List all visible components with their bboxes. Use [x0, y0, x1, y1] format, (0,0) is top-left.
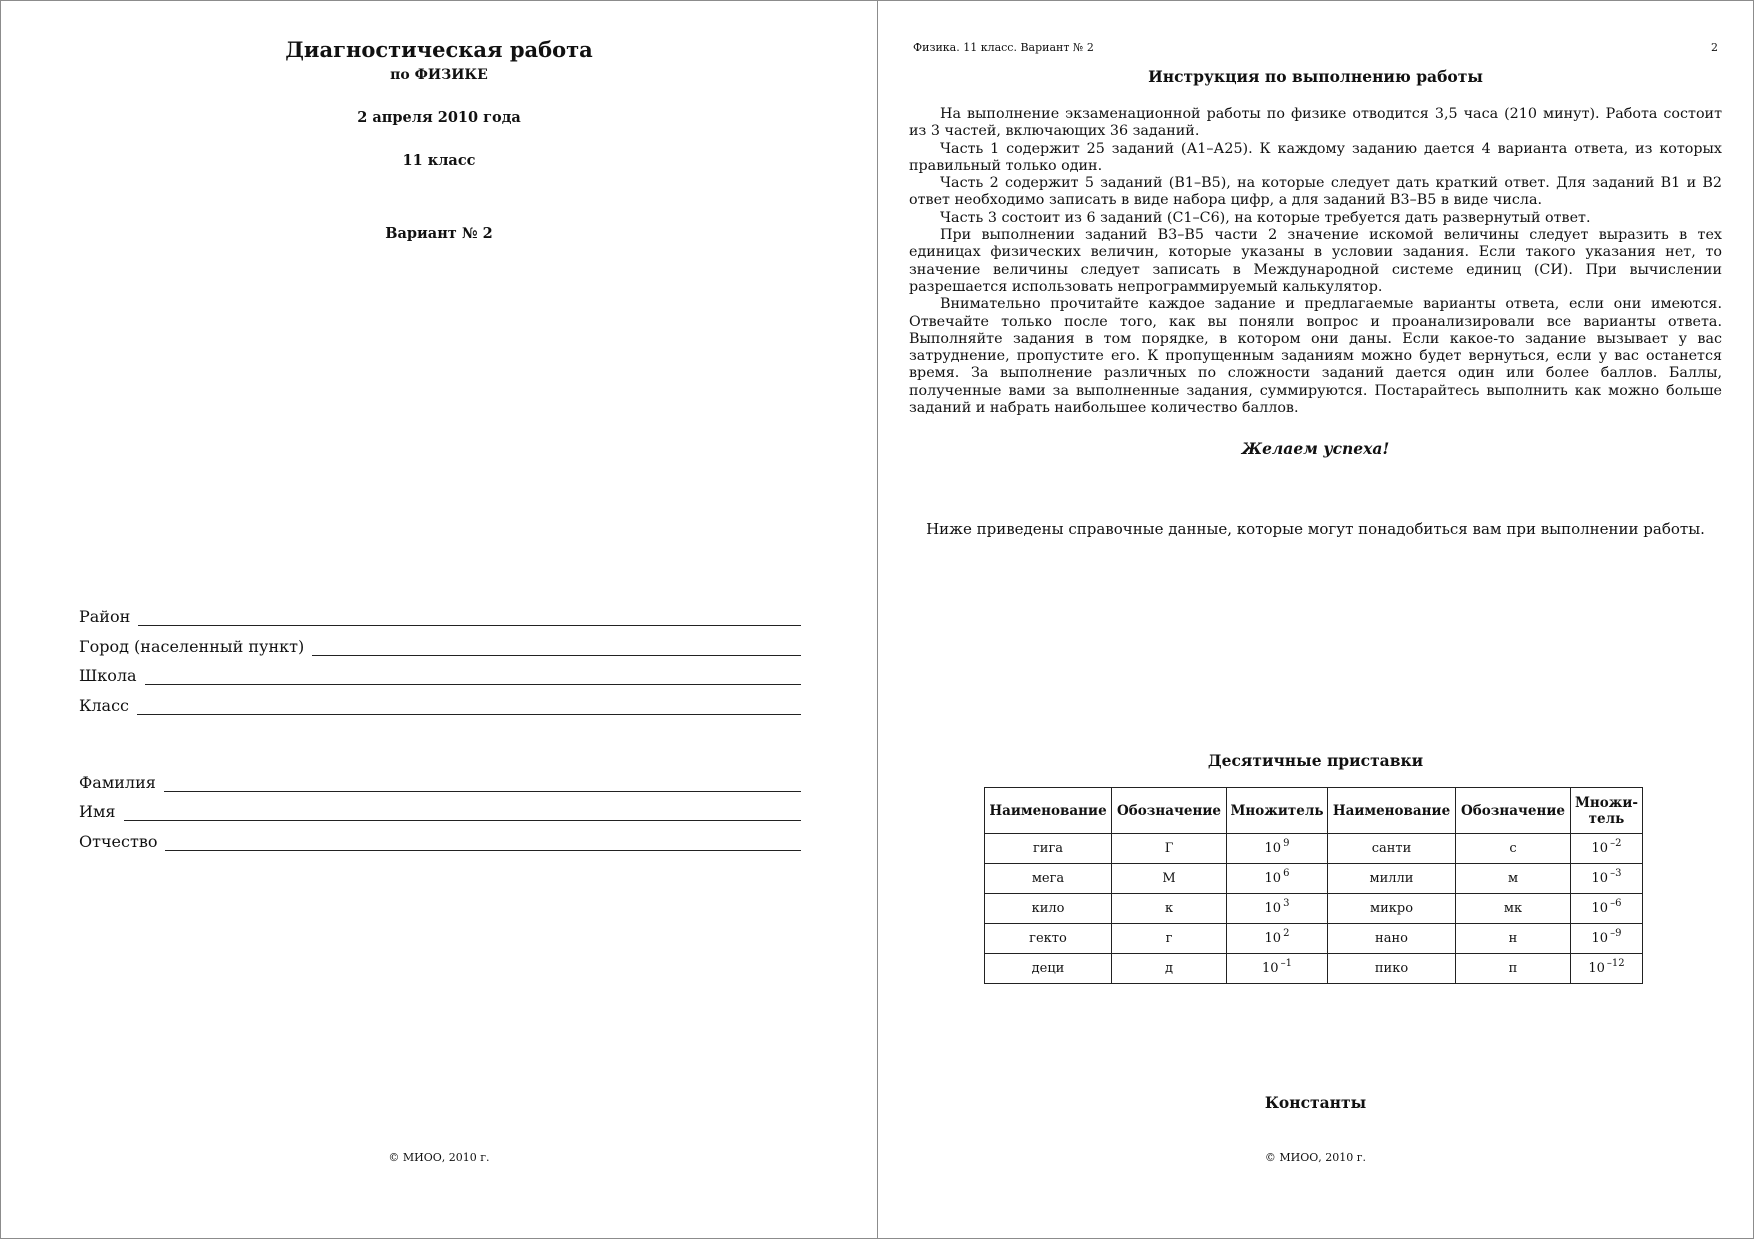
table-row — [985, 954, 1643, 984]
subject-line: по ФИЗИКЕ — [390, 67, 488, 83]
paragraph: При выполнении заданий В3–В5 части 2 значение искомой величины следует выразить в тех единицах физических величин, которые указаны в условии задания. Если такого указания нет, то значение величины следует записать в Международной системе единиц (СИ). При вычислении разрешается использовать непрограммируемый калькулятор. — [909, 227, 1722, 295]
exponent: –3 — [1610, 868, 1622, 879]
table-title: Десятичные приставки — [1207, 751, 1424, 770]
field-surname — [79, 768, 801, 792]
table-cell — [1328, 954, 1456, 984]
table-cell — [1571, 864, 1643, 894]
table-cell — [1456, 894, 1571, 924]
table-cell — [1328, 864, 1456, 894]
table-cell — [1227, 894, 1328, 924]
cell-value: М — [1162, 871, 1176, 886]
table-cell — [1328, 894, 1456, 924]
field-district-line — [138, 605, 801, 626]
copyright-left: © МИОО, 2010 г. — [388, 1151, 490, 1164]
table-cell — [1112, 954, 1227, 984]
constants-title: Константы — [1264, 1093, 1367, 1112]
field-city-label: Город (населенный пункт) — [79, 637, 305, 656]
exponent: –1 — [1280, 958, 1292, 969]
column-header: Множи-тель — [1571, 788, 1643, 834]
cell-value: мк — [1503, 901, 1523, 916]
table-cell — [1227, 834, 1328, 864]
table-cell — [1456, 834, 1571, 864]
instructions-page — [878, 1, 1753, 1238]
paragraph: Часть 2 содержит 5 заданий (В1–В5), на которые следует дать краткий ответ. Для заданий В1 и В2 ответ необходимо записать в виде набора цифр, а для заданий В3–В5 в виде числа. — [909, 175, 1722, 209]
table-cell — [985, 954, 1112, 984]
exponent: 6 — [1283, 868, 1290, 879]
table-cell — [1112, 924, 1227, 954]
table-cell — [1571, 894, 1643, 924]
cell-value: кило — [1031, 901, 1065, 916]
table-row — [985, 924, 1643, 954]
document-title: Диагностическая работа — [285, 37, 593, 62]
field-surname-label: Фамилия — [79, 773, 156, 792]
field-school-line — [145, 664, 801, 685]
column-header: Обозначение — [1112, 788, 1227, 834]
field-surname-line — [164, 771, 801, 792]
instructions-body — [909, 106, 1722, 417]
cell-value: микро — [1369, 901, 1414, 916]
table-cell — [985, 864, 1112, 894]
cell-value: 10 — [1591, 871, 1609, 886]
table-body — [985, 834, 1643, 984]
exponent: –9 — [1610, 928, 1622, 939]
cell-value: 10 — [1264, 871, 1282, 886]
field-patronymic-line — [165, 830, 801, 851]
decimal-prefix-table — [984, 787, 1643, 984]
cell-value: 10 — [1262, 961, 1279, 976]
cell-value: 10 — [1264, 901, 1282, 916]
column-header: Наименование — [985, 788, 1112, 834]
cell-value: деци — [1031, 961, 1065, 976]
table-cell — [1112, 864, 1227, 894]
table-row — [985, 864, 1643, 894]
table-cell — [1328, 834, 1456, 864]
cell-value: санти — [1371, 841, 1412, 856]
table-cell — [1571, 924, 1643, 954]
copyright-right: © МИОО, 2010 г. — [1264, 1151, 1367, 1164]
table-cell — [1227, 864, 1328, 894]
title-page — [1, 1, 878, 1238]
cell-value: 10 — [1264, 841, 1282, 856]
field-school-label: Школа — [79, 666, 137, 685]
table-cell — [985, 834, 1112, 864]
exponent: 2 — [1283, 928, 1290, 939]
cell-value: с — [1509, 841, 1517, 856]
table-row — [985, 834, 1643, 864]
page-number: 2 — [1711, 41, 1718, 54]
cell-value: милли — [1369, 871, 1414, 886]
table-cell — [1456, 954, 1571, 984]
paragraph: Часть 1 содержит 25 заданий (А1–А25). К каждому заданию дается 4 варианта ответа, из которых правильный только один. — [909, 140, 1722, 174]
exponent: –12 — [1606, 958, 1625, 969]
paragraph: Внимательно прочитайте каждое задание и предлагаемые варианты ответа, если они имеются. Отвечайте только после того, как вы поняли вопрос и проанализировали все варианты ответа. Выполняйте задания в том порядке, в котором они даны. Если какое-то задание вызывает у вас затруднение, пропустите его. К пропущенным заданиям можно будет вернуться, если у вас останется время. За выполнение различных по сложности заданий дается один или более баллов. Баллы, полученные вами за выполненные задания, суммируются. Постарайтесь выполнить как можно больше заданий и набрать наибольшее количество баллов. — [909, 296, 1722, 417]
table-cell — [1571, 834, 1643, 864]
running-header: Физика. 11 класс. Вариант № 2 — [913, 41, 1094, 54]
table-cell — [985, 924, 1112, 954]
column-header: Множитель — [1227, 788, 1328, 834]
field-district — [79, 602, 801, 626]
column-header: Обозначение — [1456, 788, 1571, 834]
cell-value: 10 — [1591, 931, 1609, 946]
exponent: 3 — [1283, 898, 1290, 909]
table-cell — [1112, 834, 1227, 864]
grade-line: 11 класс — [402, 152, 476, 169]
field-name — [79, 797, 801, 821]
table-cell — [1456, 924, 1571, 954]
cell-value: к — [1164, 901, 1174, 916]
field-class-line — [137, 694, 801, 715]
field-name-label: Имя — [79, 802, 116, 821]
cell-value: гекто — [1029, 931, 1067, 946]
cell-value: нано — [1375, 931, 1408, 946]
paragraph: На выполнение экзаменационной работы по физике отводится 3,5 часа (210 минут). Работа состоит из 3 частей, включающих 36 заданий. — [909, 106, 1722, 140]
exponent: –6 — [1610, 898, 1622, 909]
date-line: 2 апреля 2010 года — [357, 109, 521, 126]
cell-value: гига — [1032, 841, 1064, 856]
table-cell — [1227, 954, 1328, 984]
paragraph: Часть 3 состоит из 6 заданий (С1–С6), на которые требуется дать развернутый ответ. — [940, 209, 1591, 226]
variant-line: Вариант № 2 — [385, 225, 493, 242]
field-patronymic-label: Отчество — [79, 832, 158, 851]
cell-value: д — [1164, 961, 1173, 976]
field-class — [79, 691, 801, 715]
column-header: Наименование — [1328, 788, 1456, 834]
table-cell — [1456, 864, 1571, 894]
table-cell — [985, 894, 1112, 924]
instructions-title: Инструкция по выполнению работы — [1148, 67, 1483, 86]
cell-value: пико — [1374, 961, 1409, 976]
exponent: 9 — [1283, 838, 1290, 849]
cell-value: 10 — [1591, 901, 1609, 916]
field-school — [79, 661, 801, 685]
cell-value: 10 — [1591, 841, 1609, 856]
field-class-label: Класс — [79, 696, 130, 715]
cell-value: 10 — [1264, 931, 1282, 946]
wish-text: Желаем успеха! — [1241, 439, 1390, 458]
cell-value: г — [1165, 931, 1173, 946]
field-patronymic — [79, 827, 801, 851]
table-cell — [1328, 924, 1456, 954]
table-cell — [1571, 954, 1643, 984]
exponent: –2 — [1610, 838, 1622, 849]
field-city-line — [312, 635, 801, 656]
field-name-line — [124, 800, 802, 821]
table-cell — [1227, 924, 1328, 954]
cell-value: мега — [1031, 871, 1065, 886]
cell-value: Г — [1164, 841, 1174, 856]
table-header-row — [985, 788, 1643, 834]
field-city — [79, 632, 801, 656]
cell-value: м — [1507, 871, 1519, 886]
field-district-label: Район — [79, 607, 131, 626]
table-row — [985, 894, 1643, 924]
cell-value: 10 — [1588, 961, 1605, 976]
table-cell — [1112, 894, 1227, 924]
cell-value: п — [1508, 961, 1518, 976]
cell-value: н — [1508, 931, 1518, 946]
reference-note: Ниже приведены справочные данные, которые могут понадобиться вам при выполнении работы. — [926, 520, 1705, 538]
